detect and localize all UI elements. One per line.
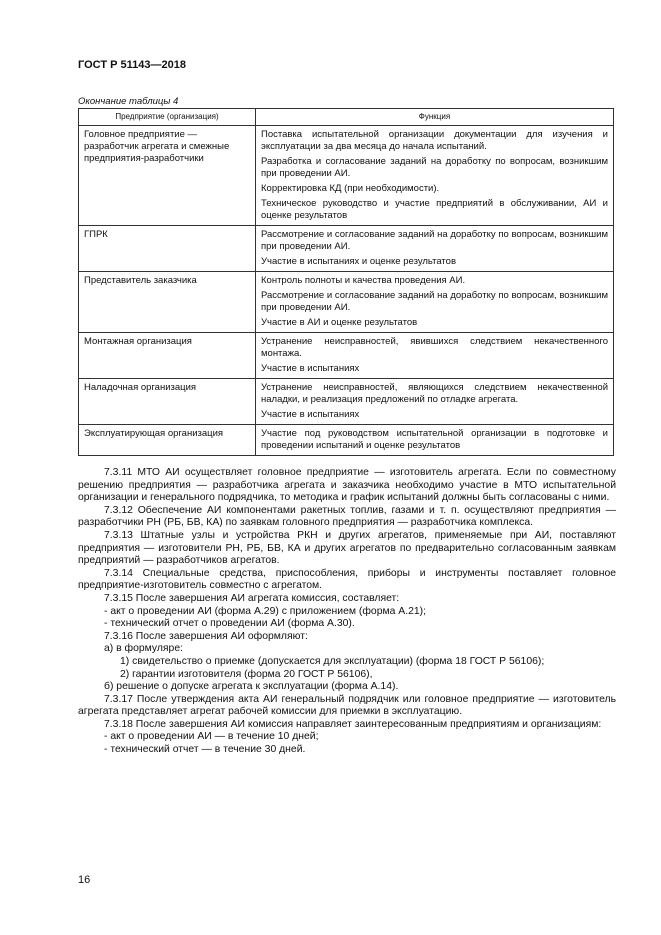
list-item: - технический отчет о проведении АИ (форма А.30). <box>104 618 355 630</box>
function-item: Участие в АИ и оценке результатов <box>261 317 418 328</box>
function-item: Устранение неисправностей, явившихся следствием некачественного монтажа. <box>261 336 608 359</box>
organization-cell: Эксплуатирующая организация <box>79 425 256 456</box>
paragraph-7-3-16: 7.3.16 После завершения АИ оформляют: <box>104 630 308 642</box>
list-item: 2) гарантии изготовителя (форма 20 ГОСТ Р 56106), <box>120 668 373 680</box>
list-item: - акт о проведении АИ (форма А.29) с приложением (форма А.21); <box>104 605 427 617</box>
function-item: Корректировка КД (при необходимости). <box>261 183 440 194</box>
function-cell <box>256 126 614 226</box>
function-item: Устранение неисправностей, являющихся следствием некачественной наладки, и реализация предложений по отладке агрегата. <box>261 382 608 405</box>
function-cell <box>256 272 614 333</box>
table-row <box>79 272 614 333</box>
paragraph-7-3-15: 7.3.15 После завершения АИ агрегата комиссия, составляет: <box>104 592 400 604</box>
function-item: Контроль полноты и качества проведения АИ. <box>261 275 466 286</box>
function-item: Техническое руководство и участие предприятий в обслуживании, АИ и оценке результатов <box>261 198 608 221</box>
table-body <box>79 126 614 456</box>
list-item: - технический отчет — в течение 30 дней. <box>104 744 306 756</box>
paragraph-7-3-11: 7.3.11 МТО АИ осуществляет головное предприятие — изготовитель агрегата. Если по совместному решению предприятия — разработчика агрегата и заказчика необходимо участие в МТО испытательной организации и генерального подрядчика, то методика и график испытаний должны быть согласованы с ними. <box>78 467 616 504</box>
paragraph-7-3-13: 7.3.13 Штатные узлы и устройства РКН и других агрегатов, применяемые при АИ, поставляют предприятия — изготовители РН, РБ, БВ, КА и других агрегатов по предварительно согласованным заявкам предприятий — разработчиков агрегатов. <box>78 529 616 567</box>
function-cell <box>256 333 614 379</box>
document-header: ГОСТ Р 51143—2018 <box>78 59 186 71</box>
table-row <box>79 126 614 226</box>
page-number: 16 <box>78 874 91 886</box>
organization-cell: Наладочная организация <box>79 379 256 425</box>
list-item: а) в формуляре: <box>104 643 184 655</box>
function-cell <box>256 226 614 272</box>
organization-cell: Головное предприятие — разработчик агрегата и смежные предприятия-разработчики <box>79 126 256 226</box>
functions-table <box>78 108 614 456</box>
function-cell <box>256 425 614 456</box>
paragraph-7-3-18: 7.3.18 После завершения АИ комиссия направляет заинтересованным предприятиям и организациям: <box>104 718 602 730</box>
function-item: Рассмотрение и согласование заданий на доработку по вопросам, возникшим при проведении АИ. <box>261 290 608 313</box>
function-item: Участие в испытаниях <box>261 363 360 374</box>
function-cell <box>256 379 614 425</box>
col-header-function: Функция <box>256 109 614 126</box>
function-item: Участие под руководством испытательной организации в подготовке и проведении испытаний и оценке результатов <box>261 428 608 451</box>
function-item: Участие в испытаниях <box>261 409 360 420</box>
paragraph-7-3-12: 7.3.12 Обеспечение АИ компонентами ракетных топлив, газами и т. п. осуществляют предприятия — разработчики РН (РБ, БВ, КА) по заявкам головного предприятия — разработчика комплекса. <box>78 504 616 529</box>
organization-cell: Представитель заказчика <box>79 272 256 333</box>
table-row <box>79 379 614 425</box>
list-item: - акт о проведении АИ — в течение 10 дней; <box>104 731 319 743</box>
body-text <box>78 467 616 757</box>
paragraph-7-3-17: 7.3.17 После утверждения акта АИ генеральный подрядчик или головное предприятие — изготовитель агрегата представляет агрегат рабочей комиссии для приемки в эксплуатацию. <box>78 693 616 718</box>
table-row <box>79 333 614 379</box>
table-row <box>79 425 614 456</box>
table-row <box>79 226 614 272</box>
function-item: Поставка испытательной организации документации для изучения и эксплуатации за два месяца до начала испытаний. <box>261 129 608 152</box>
organization-cell: Монтажная организация <box>79 333 256 379</box>
list-item: б) решение о допуске агрегата к эксплуатации (форма А.14). <box>104 681 399 693</box>
list-item: 1) свидетельство о приемке (допускается для эксплуатации) (форма 18 ГОСТ Р 56106); <box>120 655 545 667</box>
function-item: Разработка и согласование заданий на доработку по вопросам, возникшим при проведении АИ. <box>261 156 608 179</box>
organization-cell: ГПРК <box>79 226 256 272</box>
col-header-organization: Предприятие (организация) <box>79 109 256 126</box>
paragraph-7-3-14: 7.3.14 Специальные средства, приспособления, приборы и инструменты поставляет головное предприятие-изготовитель совместно с агрегатом. <box>78 567 616 592</box>
table-caption: Окончание таблицы 4 <box>78 96 179 107</box>
function-item: Рассмотрение и согласование заданий на доработку по вопросам, возникшим при проведении АИ. <box>261 229 608 252</box>
function-item: Участие в испытаниях и оценке результатов <box>261 256 457 267</box>
